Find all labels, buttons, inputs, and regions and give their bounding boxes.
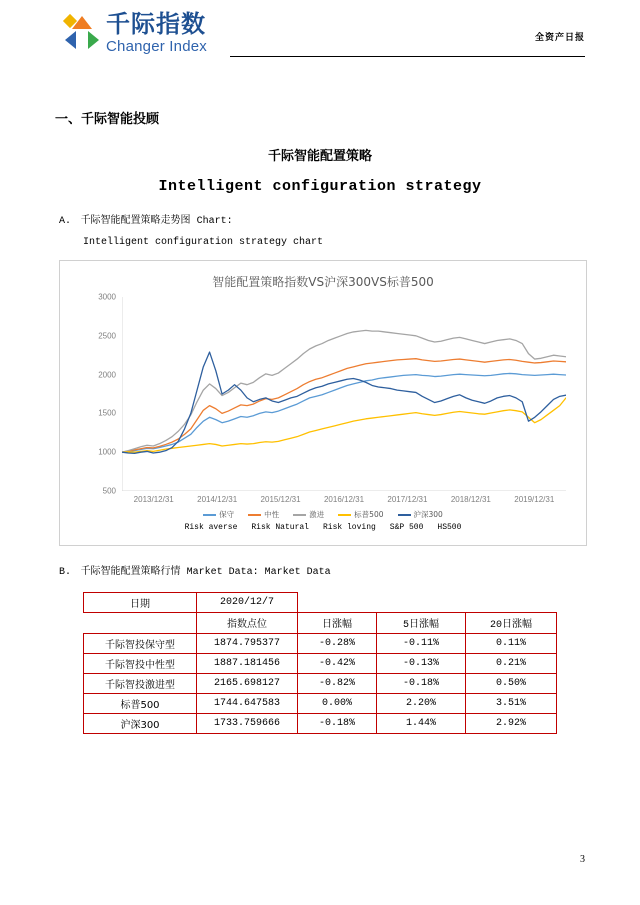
chart-x-tick: 2016/12/31: [323, 495, 365, 504]
item-a-subtitle: Intelligent configuration strategy chart: [83, 237, 324, 248]
chart-x-tick: 2015/12/31: [260, 495, 301, 504]
table-header-row-metrics: [84, 613, 557, 634]
legend-swatch-icon: [398, 514, 411, 516]
table-cell: 0.50%: [466, 674, 557, 694]
chart-legend-item: [398, 509, 443, 520]
table-cell: -0.18%: [377, 674, 466, 694]
table-cell: 2.92%: [466, 714, 557, 734]
table-row: [84, 714, 557, 734]
chart-legend-item: [248, 509, 279, 520]
logo-mark-icon: [65, 16, 99, 50]
chart-legend-item: [203, 509, 234, 520]
table-cell: -0.82%: [298, 674, 377, 694]
table-cell: 2.20%: [377, 694, 466, 714]
chart-y-tick: 2000: [98, 370, 116, 380]
table-cell: 3.51%: [466, 694, 557, 714]
table-row: [84, 674, 557, 694]
item-a-line: [55, 211, 585, 227]
table-row-name: 沪深300: [84, 714, 197, 734]
item-a-marker: A.: [59, 216, 72, 227]
section-heading: 一、千际智能投顾: [55, 112, 160, 127]
page-number: 3: [580, 854, 585, 865]
table-row: [84, 654, 557, 674]
chart-x-tick: 2018/12/31: [450, 495, 491, 504]
chart-y-tick: 500: [102, 486, 116, 496]
item-b-label-en: Market Data: Market Data: [186, 567, 331, 578]
table-cell: -0.11%: [377, 634, 466, 654]
table-row-name: 标普500: [84, 694, 197, 714]
brand-logo: [65, 12, 207, 54]
table-cell: 1744.647583: [197, 694, 298, 714]
table-row-name: 千际智投中性型: [84, 654, 197, 674]
table-row-name: 千际智投保守型: [84, 634, 197, 654]
chart-legend-english: [60, 523, 586, 532]
chart-plot-area: [98, 292, 566, 504]
chart-x-tick: 2017/12/31: [387, 495, 428, 504]
chart-title: 智能配置策略指数VS沪深300VS标普500: [212, 275, 434, 289]
logo-text: [106, 12, 207, 54]
page-header: [55, 0, 585, 76]
chart-x-tick: 2014/12/31: [197, 495, 238, 504]
item-b-label-cn: 千际智能配置策略行情: [80, 566, 181, 577]
table-header-row-date: [84, 593, 557, 613]
table-cell: -0.13%: [377, 654, 466, 674]
chart-y-tick: 1000: [98, 447, 116, 457]
legend-swatch-icon: [338, 514, 351, 516]
table-row-name: 千际智投激进型: [84, 674, 197, 694]
chart-legend-item: [293, 509, 324, 520]
table-cell: -0.28%: [298, 634, 377, 654]
table-cell: 0.00%: [298, 694, 377, 714]
legend-label-en: Risk loving: [322, 523, 376, 532]
strategy-title-en: Intelligent configuration strategy: [158, 178, 482, 195]
legend-label-en: HS500: [437, 523, 462, 532]
item-a-label-en: Chart:: [196, 216, 233, 227]
legend-swatch-icon: [203, 514, 216, 516]
table-header-spacer: [298, 593, 557, 613]
logo-title-en: Changer Index: [106, 38, 208, 55]
table-row: [84, 694, 557, 714]
chart-y-tick: 2500: [98, 331, 116, 341]
table-header-date-label: 日期: [84, 593, 197, 613]
table-cell: 1874.795377: [197, 634, 298, 654]
legend-label: 激进: [309, 510, 325, 519]
legend-label: 标普500: [354, 510, 384, 519]
table-header-cell: 日涨幅: [298, 613, 377, 634]
legend-label: 保守: [219, 510, 235, 519]
chart-x-tick: 2019/12/31: [514, 495, 555, 504]
table-row: [84, 634, 557, 654]
table-cell: 1733.759666: [197, 714, 298, 734]
item-b-marker: B.: [59, 567, 72, 578]
legend-swatch-icon: [248, 514, 261, 516]
chart-x-tick: 2013/12/31: [133, 495, 174, 504]
market-data-table-wrap: [55, 592, 585, 734]
table-cell: -0.18%: [298, 714, 377, 734]
table-cell: 1887.181456: [197, 654, 298, 674]
table-header-cell: 指数点位: [197, 613, 298, 634]
header-divider: [230, 56, 585, 57]
legend-label: 中性: [264, 510, 280, 519]
table-cell: 1.44%: [377, 714, 466, 734]
strategy-title-cn: 千际智能配置策略: [267, 149, 372, 164]
table-cell: 0.11%: [466, 634, 557, 654]
item-b-line: [55, 562, 585, 578]
table-cell: 0.21%: [466, 654, 557, 674]
legend-swatch-icon: [293, 514, 306, 516]
legend-label-en: Risk averse: [184, 523, 238, 532]
table-cell: -0.42%: [298, 654, 377, 674]
market-data-table: [83, 592, 557, 734]
chart-svg: [122, 297, 566, 491]
legend-label: 沪深300: [413, 510, 443, 519]
legend-label-en: S&P 500: [389, 523, 424, 532]
chart-legend: [60, 509, 586, 520]
item-a-label-cn: 千际智能配置策略走势图: [80, 215, 191, 226]
header-report-label: 全资产日报: [534, 33, 585, 43]
table-header-cell: [84, 613, 197, 634]
table-cell: 2165.698127: [197, 674, 298, 694]
table-header-cell: 20日涨幅: [466, 613, 557, 634]
chart-y-tick: 1500: [98, 408, 116, 418]
legend-label-en: Risk Natural: [251, 523, 309, 532]
chart-y-tick: 3000: [98, 292, 116, 302]
chart-legend-item: [338, 509, 383, 520]
strategy-chart: [59, 260, 587, 546]
table-header-date-value: 2020/12/7: [197, 593, 298, 613]
table-header-cell: 5日涨幅: [377, 613, 466, 634]
logo-title-cn: 千际指数: [106, 10, 206, 38]
